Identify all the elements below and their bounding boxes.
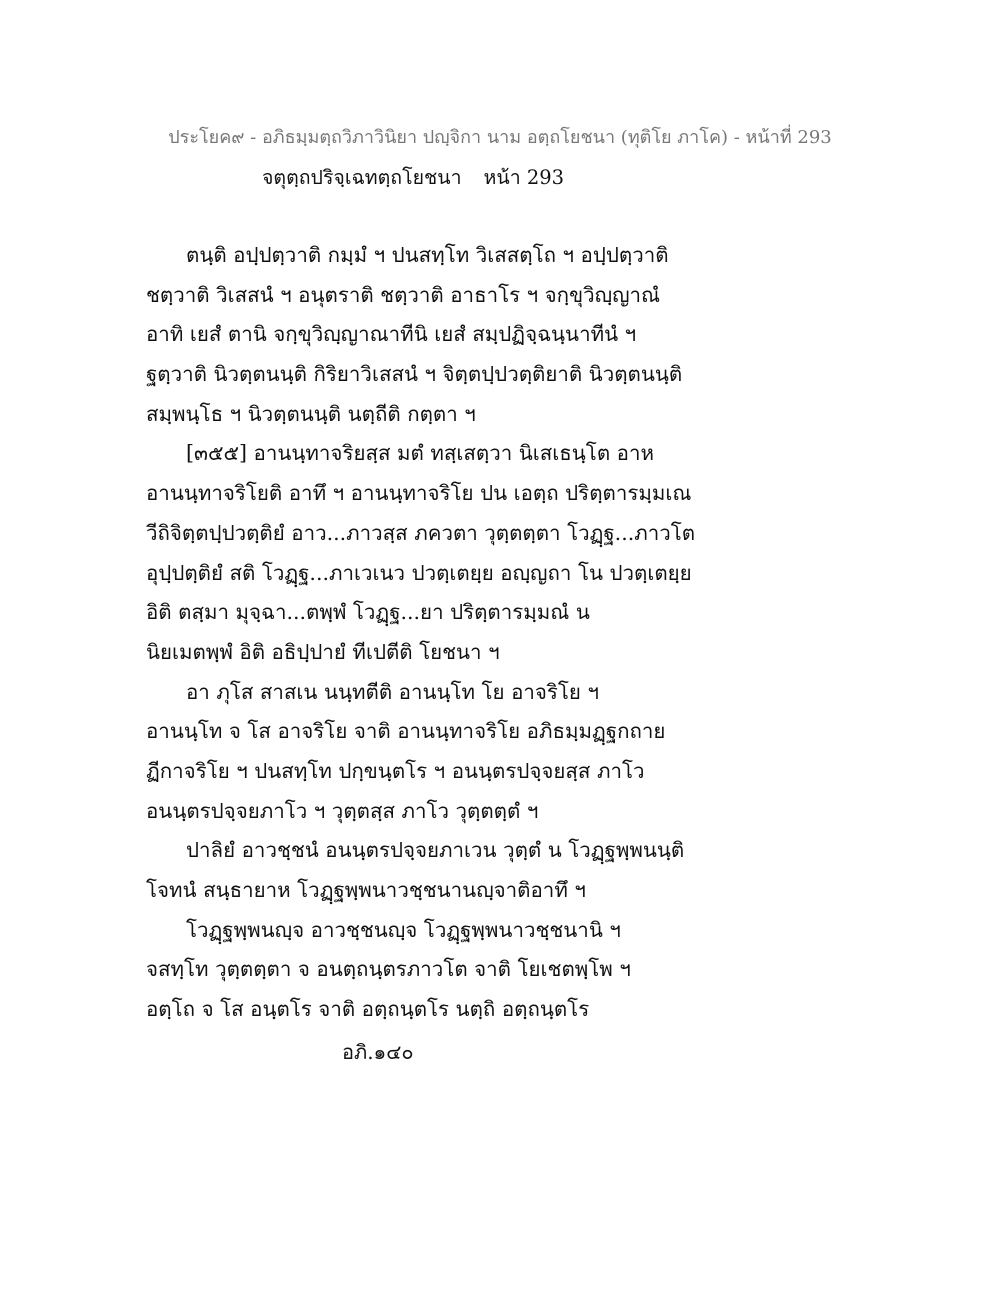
footer-reference: อภิ.๑๔๐ — [342, 1040, 414, 1064]
text-line: อานนฺโท จ โส อาจริโย จาติ อานนฺทาจริโย อภิธมฺมฏฺฐกถาย — [146, 719, 666, 744]
chapter-heading — [262, 162, 564, 193]
text-line: โวฏฺฐพฺพนญฺจ อาวชฺชนญฺจ โวฏฺฐพฺพนาวชฺชนานิ ฯ — [186, 917, 621, 942]
text-line: ปาลิยํ อาวชฺชนํ อนนฺตรปจฺจยภาเวน วุตฺตํ น โวฏฺฐพฺพนนฺติ — [186, 838, 685, 863]
text-line: ฐตฺวาติ นิวตฺตนนฺติ กิริยาวิเสสนํ ฯ จิตฺตปฺปวตฺติยาติ นิวตฺตนนฺติ — [146, 362, 683, 387]
text-line: สมฺพนฺโธ ฯ นิวตฺตนนฺติ นตฺถีติ กตฺตา ฯ — [146, 401, 476, 426]
body-text — [146, 236, 696, 1030]
text-line: วีถิจิตฺตปฺปวตฺติยํ อาว...ภาวสฺส ภควตา วุตฺตตฺตา โวฏฺฐ...ภาวโต — [146, 520, 696, 545]
text-line: อา ภุโส สาสเน นนฺทตีติ อานนฺโท โย อาจริโย ฯ — [186, 679, 599, 704]
text-line: อตฺโถ จ โส อนฺตโร จาติ อตฺถนฺตโร นตฺถิ อตฺถนฺตโร — [146, 997, 590, 1022]
text-line: อาทิ เยสํ ตานิ จกฺขุวิญฺญาณาทีนิ เยสํ สมฺปฏิจฺฉนฺนาทีนํ ฯ — [146, 322, 637, 347]
chapter-title: จตุตฺถปริจฺเฉทตฺถโยชนา — [262, 166, 462, 189]
text-line: นิยเมตพฺพํ อิติ อธิปฺปายํ ทีเปตีติ โยชนา ฯ — [146, 639, 500, 664]
text-line: อนนฺตรปจฺจยภาโว ฯ วุตฺตสฺส ภาโว วุตฺตตฺตํ ฯ — [146, 798, 539, 823]
text-line: ชตฺวาติ วิเสสนํ ฯ อนุตราติ ชตฺวาติ อาธาโร ฯ จกฺขุวิญฺญาณํ — [146, 282, 661, 307]
running-header: ประโยค๙ - อภิธมฺมตฺถวิภาวินิยา ปญฺจิกา นาม อตฺถโยชนา (ทุติโย ภาโค) - หน้าที่ 293 — [168, 127, 832, 148]
text-line: อุปฺปตฺติยํ สติ โวฏฺฐ...ภาเวเนว ปวตฺเตยฺย อญฺญถา โน ปวตฺเตยฺย — [146, 560, 692, 585]
page-number: หน้า 293 — [483, 166, 565, 189]
text-line: ฏีกาจริโย ฯ ปนสทฺโท ปกฺขนฺตโร ฯ อนนฺตรปจฺจยสฺส ภาโว — [146, 758, 645, 783]
text-line: อิติ ตสฺมา มุจฺฉา...ตพฺพํ โวฏฺฐ...ยา ปริตฺตารมฺมณํ น — [146, 600, 590, 625]
text-line: ตนฺติ อปฺปตฺวาติ กมฺมํ ฯ ปนสทฺโท วิเสสตฺโถ ฯ อปฺปตฺวาติ — [186, 243, 669, 267]
text-line: จสทฺโท วุตฺตตฺตา จ อนตฺถนฺตรภาวโต จาติ โยเชตพฺโพ ฯ — [146, 957, 631, 982]
text-line: [๓๕๕] อานนฺทาจริยสฺส มตํ ทสฺเสตฺวา นิเสเธนฺโต อาห — [186, 441, 654, 466]
text-line: อานนฺทาจริโยติ อาทึ ฯ อานนฺทาจริโย ปน เอตฺถ ปริตฺตารมฺมเณ — [146, 481, 692, 506]
text-line: โจทนํ สนฺธายาห โวฏฺฐพฺพนาวชฺชนานญฺจาติอาทึ ฯ — [146, 878, 586, 902]
